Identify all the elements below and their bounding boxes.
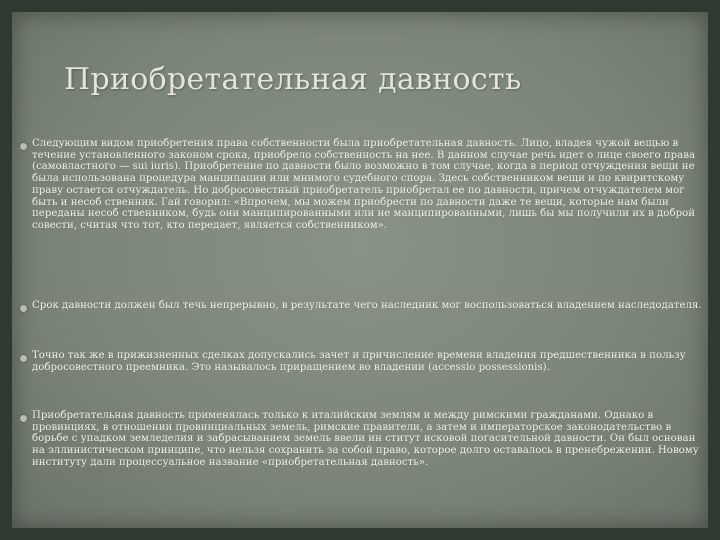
bullet-text: Срок давности должен был течь непрерывно, в результате чего наследник мог воспользоваться владением наследодателя. — [32, 300, 702, 311]
bullet-dot-icon — [20, 415, 27, 422]
bullet-text: Приобретательная давность применялась только к италийским землям и между римскими гражданами. Однако в провинциях, в отношении провинциальных земель, римские правители, а затем и императорское законодательство в борьбе с упадком земледелия и забрасыванием земель ввели ин ститут исковой погасительной давности. Он был основан на эллинистическом принципе, что нельзя сохранить за собой право, которое долго оставалось в пренебрежении. Новому институту дали процессуальное название «приобретательная давность». — [32, 410, 699, 468]
slide — [12, 12, 708, 528]
bullet-text: Точно так же в прижизненных сделках допускались зачет и причисление времени владения предшественника в пользу добросовестного преемника. Это называлось приращением во владении (accessio possessionis). — [32, 350, 686, 373]
slide-title: Приобретательная давность — [64, 62, 522, 97]
bullet-dot-icon — [20, 305, 27, 312]
bullet-dot-icon — [20, 355, 27, 362]
bullet-text: Следующим видом приобретения права собственности была приобретательная давность. Лицо, владея чужой вещью в течение установленного законом срока, приобрело собственность на нее. В данном случае речь идет о лице своего права (самовластного — sui iuris). Приобретение по давности было возможно в том случае, когда в период отчуждения вещи не была использована процедура манципации или мнимого судебного спора. Здесь собственником вещи и по квиритскому праву остается отчуждатель. Но добросовестный приобретатель приобретал ее по давности, причем отчуждателем мог быть и несоб ственник. Гай говорил: «Впрочем, мы можем приобрести по давности даже те вещи, которые нам были переданы несоб ственником, будь они манципированными или не манципированными, лишь бы мы получили их в доброй совести, считая что тот, кто передает, является собственником». — [32, 138, 696, 231]
bullet-dot-icon — [20, 143, 27, 150]
